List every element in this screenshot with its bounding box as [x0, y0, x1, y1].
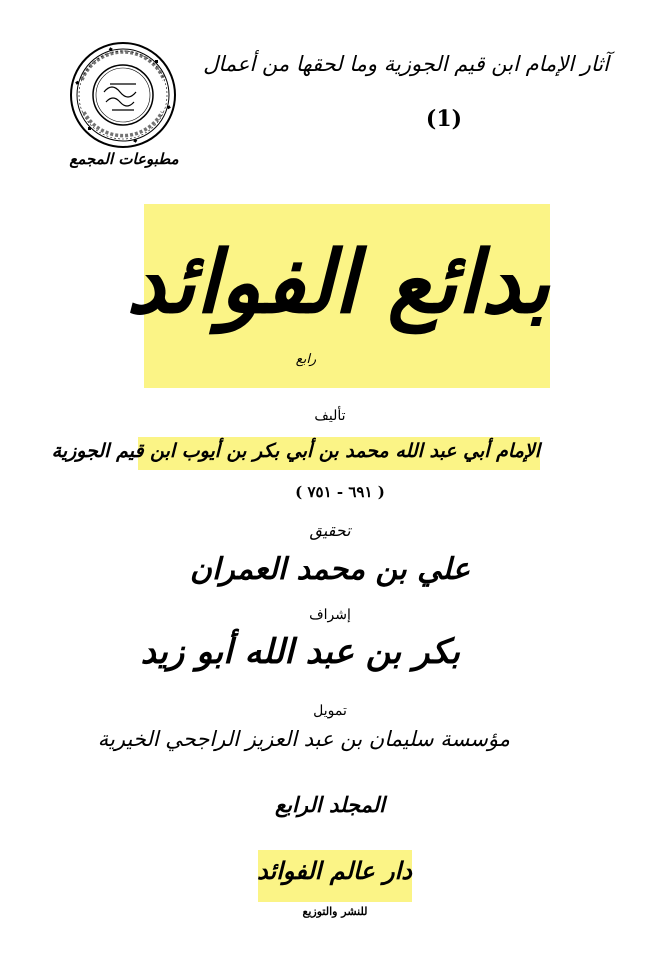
book-title: بدائع الفوائد	[126, 232, 550, 333]
editor-name: علي بن محمد العمران	[189, 552, 470, 587]
supervision-label: إشراف	[309, 607, 351, 623]
funder-name: مؤسسة سليمان بن عبد العزيز الراجحي الخيرية	[97, 727, 510, 751]
publisher-name: دار عالم الفوائد	[256, 856, 412, 885]
editing-label: تحقيق	[309, 521, 351, 540]
author-name: الإمام أبي عبد الله محمد بن أبي بكر بن أيوب ابن قيم الجوزية	[51, 440, 540, 462]
series-title: آثار الإمام ابن قيم الجوزية وما لحقها من أعمال	[203, 52, 609, 76]
author-dates: ( ٦٩١ - ٧٥١ )	[295, 483, 385, 501]
academy-seal-logo	[68, 40, 178, 150]
seal-icon	[68, 40, 178, 150]
series-number: (1)	[425, 106, 463, 132]
authored-label: تأليف	[314, 408, 346, 424]
publisher-label: مطبوعات المجمع	[69, 150, 179, 168]
publisher-subtitle: للنشر والتوزيع	[302, 905, 368, 918]
volume-label: المجلد الرابع	[275, 792, 385, 817]
title-volume-word: رابع	[295, 352, 317, 367]
supervisor-name: بكر بن عبد الله أبو زيد	[140, 632, 460, 672]
funding-label: تمويل	[313, 703, 347, 719]
